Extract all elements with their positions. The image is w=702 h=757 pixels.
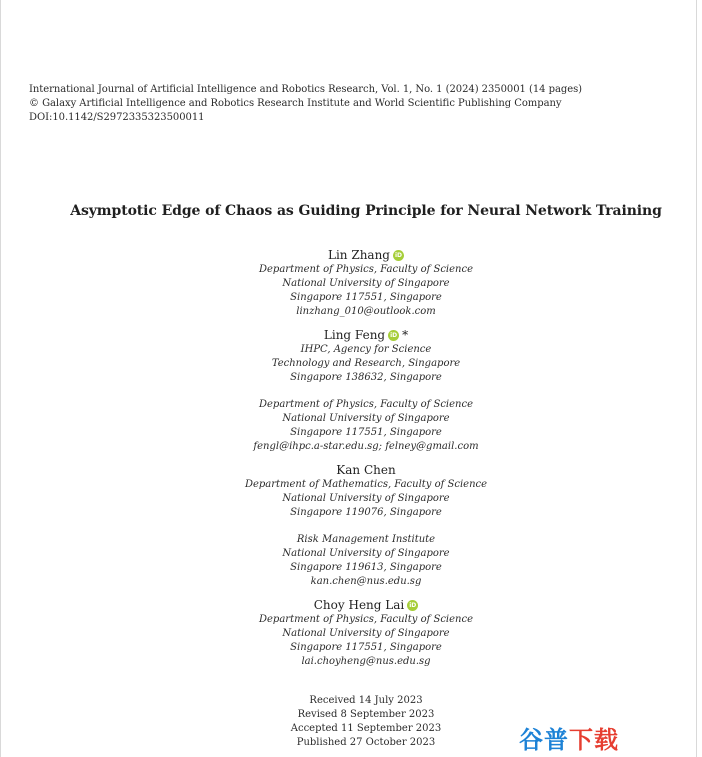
paper-title: Asymptotic Edge of Chaos as Guiding Principle for Neural Network Training [70,203,662,219]
affiliation: IHPC, Agency for Science Technology and Research, Singapore Singapore 138632, Singapore [271,344,461,383]
author-email: lai.choyheng@nus.edu.sg [301,656,431,667]
author-name: Lin Zhang iD [328,248,402,262]
revised-date: Revised 8 September 2023 [297,709,435,720]
doi-line: DOI:10.1142/S2972335323500011 [29,112,205,123]
corresponding-mark: * [402,328,409,342]
author-email: kan.chen@nus.edu.sg [310,576,422,587]
author-email: linzhang_010@outlook.com [296,306,436,317]
journal-header [29,83,582,125]
affiliation: Department of Mathematics, Faculty of Science National University of Singapore Singapore 119076, Singapore [244,479,488,518]
copyright-line: © Galaxy Artificial Intelligence and Robotics Research Institute and World Scientific Publishing Company [29,98,562,109]
author-name: Ling Feng iD * [323,328,409,342]
author-name: Kan Chen [336,463,396,477]
author-block [1,594,702,669]
published-date: Published 27 October 2023 [296,737,436,748]
affiliation: Department of Physics, Faculty of Science National University of Singapore Singapore 117551, Singapore fengl@ihpc.a-star.edu.sg; felney@gmail.com [1,398,702,454]
author-name: Choy Heng Lai iD [313,598,417,612]
affiliation: Risk Management Institute National University of Singapore Singapore 119613, Singapore kan.chen@nus.edu.sg [1,533,702,589]
accepted-date: Accepted 11 September 2023 [290,723,442,734]
orcid-icon[interactable]: iD [409,601,417,609]
affiliation: Department of Physics, Faculty of Science National University of Singapore Singapore 117551, Singapore linzhang_010@outlook.com [1,263,702,319]
watermark-text-red: 下载 [569,726,619,754]
author-block [1,459,702,589]
author-block [1,324,702,454]
watermark-text-blue: 谷普 [519,726,569,754]
orcid-icon[interactable]: iD [390,331,398,339]
journal-line: International Journal of Artificial Intelligence and Robotics Research, Vol. 1, No. 1 (2024) 2350001 (14 pages) [29,84,583,95]
received-date: Received 14 July 2023 [309,695,423,706]
orcid-icon[interactable]: iD [394,251,402,259]
watermark-logo [519,720,619,755]
author-block [1,244,702,319]
author-email: fengl@ihpc.a-star.edu.sg; felney@gmail.com [253,441,479,452]
affiliation: Department of Physics, Faculty of Science National University of Singapore Singapore 117551, Singapore lai.choyheng@nus.edu.sg [1,613,702,669]
author-list [1,244,702,669]
